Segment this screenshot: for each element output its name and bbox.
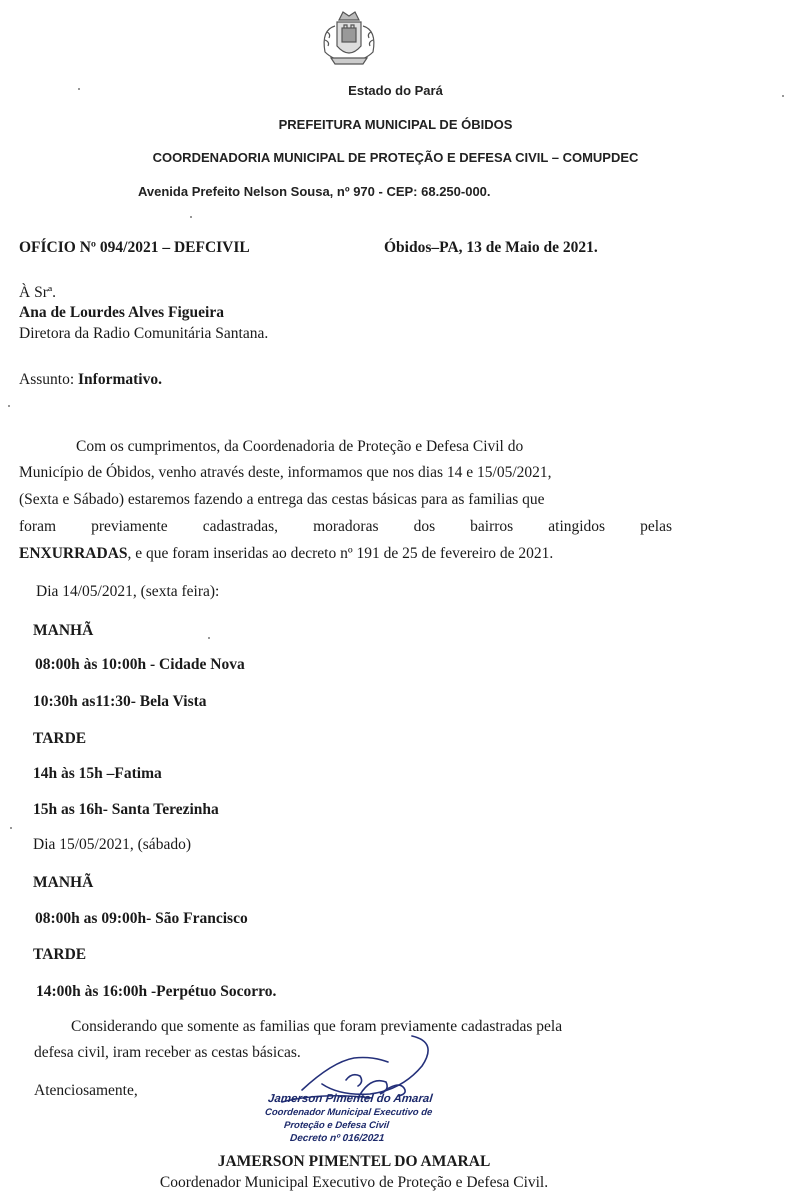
header-state: Estado do Pará: [348, 83, 443, 98]
body-line-1: Com os cumprimentos, da Coordenadoria de Proteção e Defesa Civil do: [76, 438, 524, 455]
salutation: À Srª.: [19, 284, 57, 301]
header-address: Avenida Prefeito Nelson Sousa, nº 970 - CEP: 68.250-000.: [138, 184, 491, 199]
day-1-afternoon-slot-1: 14h às 15h –Fatima: [33, 765, 162, 782]
day-2-morning-label: MANHÃ: [33, 874, 94, 891]
stamp-role-1: Coordenador Municipal Executivo de: [264, 1107, 433, 1118]
place-date: Óbidos–PA, 13 de Maio de 2021.: [384, 239, 598, 256]
day-2-afternoon-label: TARDE: [33, 946, 87, 963]
body-emphasis: ENXURRADAS: [19, 545, 128, 562]
letter-number: OFÍCIO Nº 094/2021 – DEFCIVIL: [19, 239, 250, 256]
subject-line: [19, 371, 162, 389]
body-line-3: (Sexta e Sábado) estaremos fazendo a entrega das cestas básicas para as familias que: [19, 491, 545, 508]
subject-value: Informativo.: [78, 371, 162, 388]
signatory-title: Coordenador Municipal Executivo de Proteção e Defesa Civil.: [159, 1174, 549, 1191]
recipient-title: Diretora da Radio Comunitária Santana.: [19, 325, 269, 342]
scan-speck: [190, 216, 192, 218]
scan-speck: [208, 637, 210, 639]
closing-line-2: defesa civil, iram receber as cestas básicas.: [34, 1044, 301, 1061]
regards: Atenciosamente,: [34, 1082, 138, 1099]
day-1-morning-label: MANHÃ: [33, 622, 94, 639]
subject-label: Assunto:: [19, 371, 75, 388]
stamp-decree: Decreto nº 016/2021: [289, 1133, 385, 1144]
body-line-5: [19, 545, 553, 563]
closing-line-1: Considerando que somente as familias que foram previamente cadastradas pela: [71, 1018, 563, 1035]
schedule-day-2: Dia 15/05/2021, (sábado): [33, 836, 191, 853]
day-1-afternoon-label: TARDE: [33, 730, 87, 747]
stamp-role-2: Proteção e Defesa Civil: [283, 1120, 390, 1131]
scan-speck: [78, 88, 80, 90]
day-1-morning-slot-1: 08:00h às 10:00h - Cidade Nova: [35, 656, 245, 673]
recipient-name: Ana de Lourdes Alves Figueira: [19, 304, 224, 321]
scan-speck: [8, 405, 10, 407]
municipal-crest-logo: [313, 6, 385, 70]
body-line-5-rest: , e que foram inseridas ao decreto nº 191 de 25 de fevereiro de 2021.: [127, 545, 554, 562]
stamp-name: Jamerson Pimentel do Amaral: [267, 1093, 434, 1105]
day-1-morning-slot-2: 10:30h as11:30- Bela Vista: [33, 693, 207, 710]
day-1-afternoon-slot-2: 15h as 16h- Santa Terezinha: [33, 801, 219, 818]
schedule-day-1: Dia 14/05/2021, (sexta feira):: [36, 583, 220, 600]
body-line-4: foram previamente cadastradas, moradoras dos bairros atingidos pelas: [19, 518, 672, 535]
header-coordination: COORDENADORIA MUNICIPAL DE PROTEÇÃO E DEFESA CIVIL – COMUPDEC: [152, 150, 639, 165]
header-prefecture: PREFEITURA MUNICIPAL DE ÓBIDOS: [278, 117, 513, 132]
signatory-name: JAMERSON PIMENTEL DO AMARAL: [217, 1153, 491, 1170]
day-2-morning-slot-1: 08:00h as 09:00h- São Francisco: [35, 910, 248, 927]
body-line-2: Município de Óbidos, venho através deste, informamos que nos dias 14 e 15/05/2021,: [19, 464, 552, 481]
scan-speck: [10, 827, 12, 829]
scan-speck: [782, 95, 784, 97]
day-2-afternoon-slot-1: 14:00h às 16:00h -Perpétuo Socorro.: [36, 983, 277, 1000]
